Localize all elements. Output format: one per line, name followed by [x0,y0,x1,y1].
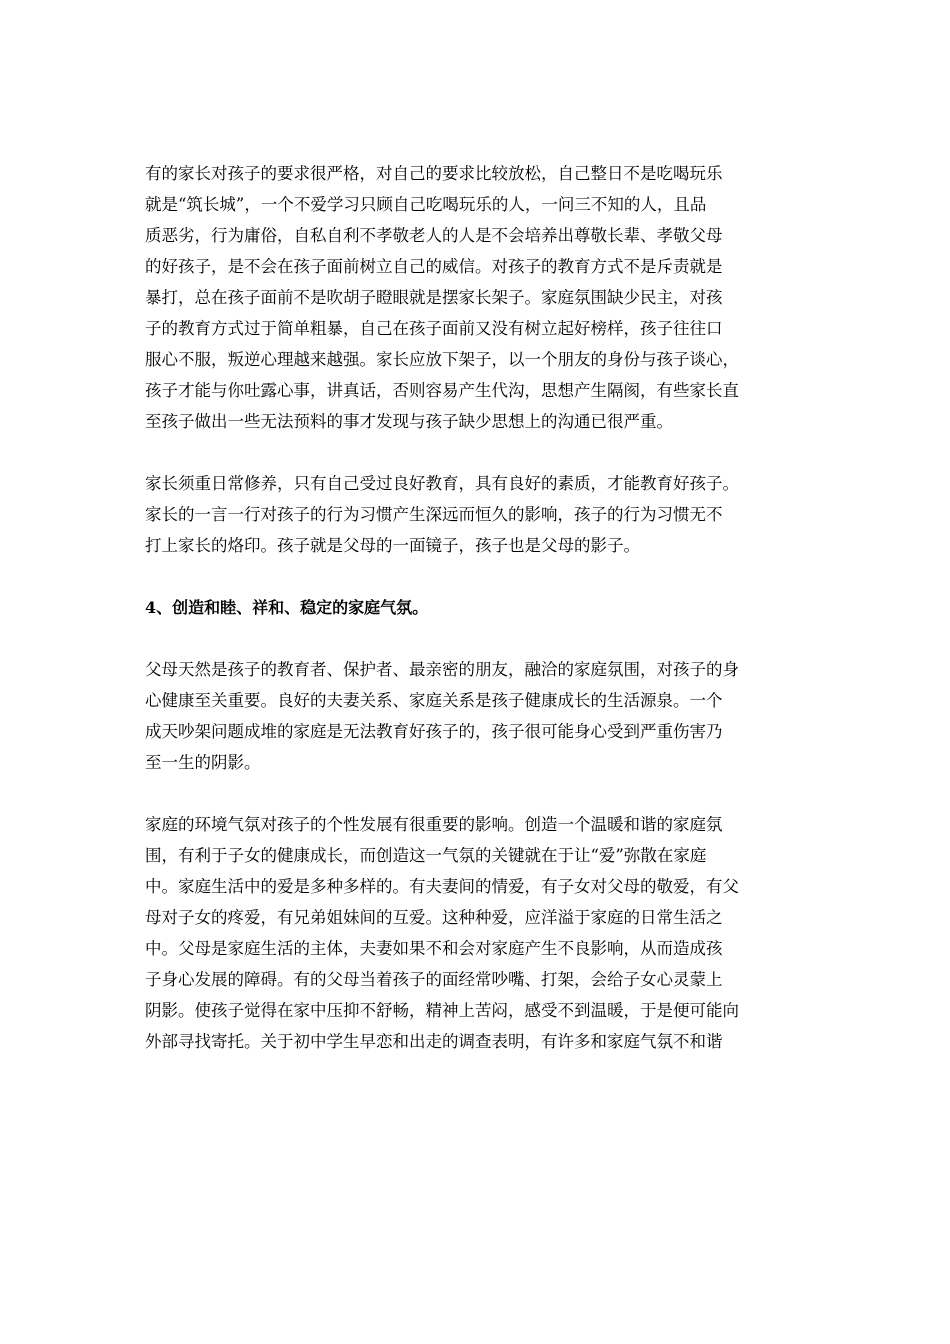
text-line: 至孩子做出一些无法预料的事才发现与孩子缺少思想上的沟通已很严重。 [145,412,673,431]
text-line: 孩子才能与你吐露心事，讲真话，否则容易产生代沟，思想产生隔阂，有些家长直 [145,381,739,400]
text-line: 服心不服，叛逆心理越来越强。家长应放下架子，以一个朋友的身份与孩子谈心， [145,350,739,369]
text-line: 的好孩子，是不会在孩子面前树立自己的威信。对孩子的教育方式不是斥责就是 [145,257,723,276]
text-line: 成天吵架问题成堆的家庭是无法教育好孩子的，孩子很可能身心受到严重伤害乃 [145,722,723,741]
text-line: 就是“筑长城”，一个不爱学习只顾自己吃喝玩乐的人，一问三不知的人，且品 [145,195,707,214]
text-line: 家长的一言一行对孩子的行为习惯产生深远而恒久的影响，孩子的行为习惯无不 [145,505,723,524]
text-line: 外部寻找寄托。关于初中学生早恋和出走的调查表明，有许多和家庭气氛不和谐 [145,1032,723,1051]
paragraph-1 [145,158,805,437]
paragraph-3 [145,654,805,778]
section-heading: 4、创造和睦、祥和、稳定的家庭气氛。 [145,598,429,617]
text-line: 有的家长对孩子的要求很严格，对自己的要求比较放松，自己整日不是吃喝玩乐 [145,164,723,183]
text-line: 子身心发展的障碍。有的父母当着孩子的面经常吵嘴、打架，会给子女心灵蒙上 [145,970,723,989]
document-page [145,158,805,1057]
text-line: 家庭的环境气氛对孩子的个性发展有很重要的影响。创造一个温暖和谐的家庭氛 [145,815,723,834]
text-line: 母对子女的疼爱，有兄弟姐妹间的互爱。这种种爱，应洋溢于家庭的日常生活之 [145,908,723,927]
text-line: 至一生的阴影。 [145,753,261,772]
text-line: 家长须重日常修养，只有自己受过良好教育，具有良好的素质，才能教育好孩子。 [145,474,739,493]
text-line: 围，有利于子女的健康成长，而创造这一气氛的关键就在于让“爱”弥散在家庭 [145,846,707,865]
text-line: 打上家长的烙印。孩子就是父母的一面镜子，孩子也是父母的影子。 [145,536,640,555]
text-line: 阴影。使孩子觉得在家中压抑不舒畅，精神上苦闷，感受不到温暖，于是便可能向 [145,1001,739,1020]
text-line: 心健康至关重要。良好的夫妻关系、家庭关系是孩子健康成长的生活源泉。一个 [145,691,723,710]
text-line: 暴打，总在孩子面前不是吹胡子瞪眼就是摆家长架子。家庭氛围缺少民主，对孩 [145,288,723,307]
text-line: 中。父母是家庭生活的主体，夫妻如果不和会对家庭产生不良影响，从而造成孩 [145,939,723,958]
text-line: 质恶劣，行为庸俗，自私自利不孝敬老人的人是不会培养出尊敬长辈、孝敬父母 [145,226,723,245]
paragraph-2 [145,468,805,561]
text-line: 父母天然是孩子的教育者、保护者、最亲密的朋友，融洽的家庭氛围，对孩子的身 [145,660,739,679]
text-line: 中。家庭生活中的爱是多种多样的。有夫妻间的情爱，有子女对父母的敬爱，有父 [145,877,739,896]
text-line: 子的教育方式过于简单粗暴，自己在孩子面前又没有树立起好榜样，孩子往往口 [145,319,723,338]
paragraph-4 [145,809,805,1057]
